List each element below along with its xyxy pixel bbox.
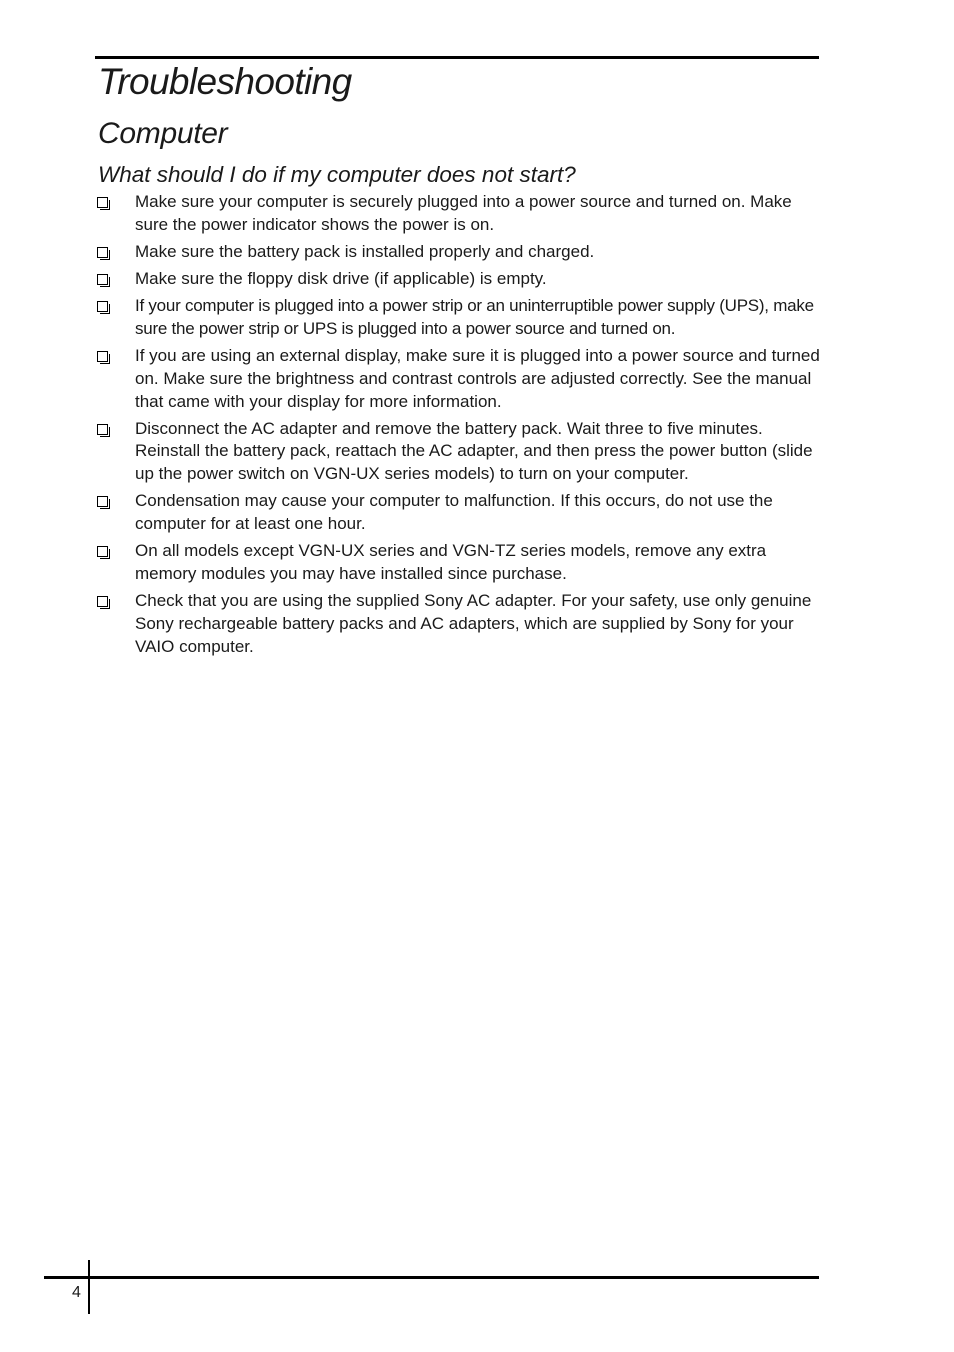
checklist-item-text: On all models except VGN-UX series and VGN-TZ series models, remove any extra memory modules you may have installed since purchase. bbox=[135, 541, 767, 584]
checklist-item bbox=[96, 540, 821, 586]
section-title: Computer bbox=[98, 117, 228, 150]
question-heading: What should I do if my computer does not start? bbox=[98, 162, 576, 187]
checkbox-icon bbox=[97, 247, 108, 258]
checkbox-icon bbox=[97, 351, 108, 362]
footer-divider bbox=[88, 1260, 90, 1314]
checklist-item-text: Make sure the battery pack is installed properly and charged. bbox=[135, 241, 595, 261]
footer-rule bbox=[44, 1276, 819, 1279]
checkbox-icon bbox=[97, 546, 108, 557]
checklist-item-text: If you are using an external display, make sure it is plugged into a power source and turned on. Make sure the brightness and contrast controls are adjusted correctly. See the manual that came with your display for more information. bbox=[135, 345, 820, 411]
checkbox-icon bbox=[97, 496, 108, 507]
checklist-item-text: Check that you are using the supplied Sony AC adapter. For your safety, use only genuine Sony rechargeable battery packs and AC adapters, which are supplied by Sony for your VAIO computer. bbox=[135, 591, 812, 656]
checkbox-icon bbox=[97, 301, 108, 312]
checklist-item-text: Make sure the floppy disk drive (if applicable) is empty. bbox=[135, 268, 547, 288]
checkbox-icon bbox=[97, 424, 108, 435]
checklist-item bbox=[96, 191, 821, 237]
page-number: 4 bbox=[72, 1284, 81, 1301]
checklist-item bbox=[96, 590, 821, 658]
checklist-item bbox=[96, 241, 821, 264]
troubleshooting-checklist bbox=[96, 191, 821, 663]
header-rule bbox=[95, 56, 819, 59]
chapter-title: Troubleshooting bbox=[98, 61, 352, 102]
checklist-item-text: If your computer is plugged into a power strip or an uninterruptible power supply (UPS), make sure the power strip or UPS is plugged into a power source and turned on. bbox=[135, 296, 814, 338]
checklist-item-text: Condensation may cause your computer to malfunction. If this occurs, do not use the computer for at least one hour. bbox=[135, 491, 773, 534]
checklist-item bbox=[96, 295, 821, 341]
checklist-item-text: Make sure your computer is securely plugged into a power source and turned on. Make sure the power indicator shows the power is on. bbox=[135, 192, 792, 234]
checklist-item-text: Disconnect the AC adapter and remove the battery pack. Wait three to five minutes. Reinstall the battery pack, reattach the AC adapter, and then press the power button (slide up the power switch on VGN-UX series models) to turn on your computer. bbox=[135, 418, 813, 484]
checkbox-icon bbox=[97, 274, 108, 285]
checkbox-icon bbox=[97, 197, 108, 208]
checkbox-icon bbox=[97, 596, 108, 607]
checklist-item bbox=[96, 345, 821, 413]
checklist-item bbox=[96, 490, 821, 536]
checklist-item bbox=[96, 268, 821, 291]
checklist-item bbox=[96, 418, 821, 486]
